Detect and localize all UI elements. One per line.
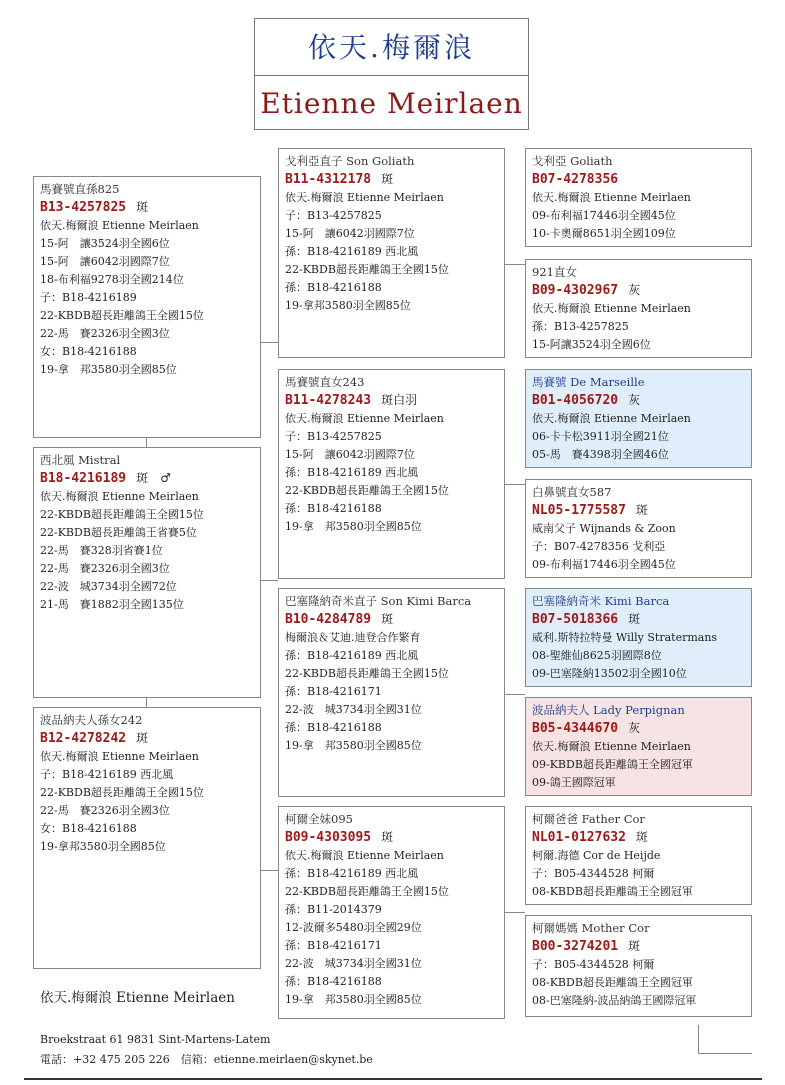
connector-line bbox=[505, 694, 525, 695]
feather-color: 斑白羽 bbox=[381, 393, 418, 407]
card-name: 巴塞隆納奇米 Kimi Barca bbox=[532, 594, 670, 608]
card-line: 12-波爾多5480羽全國29位 bbox=[285, 921, 422, 934]
card-line: 依天.梅爾浪 Etienne Meirlaen bbox=[532, 191, 691, 204]
ring-number: NL05-1775587 bbox=[532, 503, 626, 518]
card-line: 22-馬 賽2326羽全國3位 bbox=[40, 327, 170, 340]
card-line: 22-KBDB超長距離鴿王全國15位 bbox=[285, 263, 449, 276]
feather-color: 斑 bbox=[635, 830, 648, 844]
card-line: 孫：B18-4216188 bbox=[285, 281, 382, 294]
ring-number: NL01-0127632 bbox=[532, 830, 626, 845]
feather-color: 斑 bbox=[635, 503, 648, 517]
card-line: 09-KBDB超長距離鴿王全國冠軍 bbox=[532, 758, 693, 771]
card-line: 依天.梅爾浪 Etienne Meirlaen bbox=[40, 750, 199, 763]
card-line: 08-巴塞隆納-波品納鴿王國際冠軍 bbox=[532, 994, 697, 1007]
page-title-english: Etienne Meirlaen bbox=[260, 87, 523, 120]
card-line: 依天.梅爾浪 Etienne Meirlaen bbox=[285, 412, 444, 425]
card-line: 09-巴塞隆納13502羽全國10位 bbox=[532, 667, 687, 680]
card-line: 孫：B18-4216189 西北風 bbox=[285, 649, 419, 662]
card-line: 05-馬 賽4398羽全國46位 bbox=[532, 448, 669, 461]
feather-color: 灰 bbox=[628, 721, 641, 735]
card-line: 依天.梅爾浪 Etienne Meirlaen bbox=[532, 412, 691, 425]
ring-number: B07-5018366 bbox=[532, 612, 619, 627]
card-name: 柯爾全妹095 bbox=[285, 812, 353, 826]
card-name: 柯爾媽媽 Mother Cor bbox=[532, 921, 650, 935]
card-name: 921直女 bbox=[532, 265, 577, 279]
card-line: 19-拿 邦3580羽全國85位 bbox=[285, 993, 422, 1006]
pedigree-card-sire bbox=[33, 447, 261, 698]
card-line: 18-布利福9278羽全國214位 bbox=[40, 273, 184, 286]
ring-number: B12-4278242 bbox=[40, 731, 127, 746]
connector-line bbox=[260, 870, 278, 871]
card-name: 波品納夫人孫女242 bbox=[40, 713, 143, 727]
card-name: 馬賽號 De Marseille bbox=[532, 375, 645, 389]
card-line: 女：B18-4216188 bbox=[40, 822, 137, 835]
feather-color: 斑 bbox=[136, 731, 149, 745]
ring-number: B05-4344670 bbox=[532, 721, 619, 736]
card-line: 22-KBDB超長距離鴿王全國15位 bbox=[285, 484, 449, 497]
card-line: 09-布利福17446羽全國45位 bbox=[532, 558, 676, 571]
card-line: 孫：B18-4216188 bbox=[285, 975, 382, 988]
pedigree-card-ggsire-2 bbox=[525, 369, 752, 468]
ring-number: B07-4278356 bbox=[532, 172, 619, 187]
feather-color: 斑 bbox=[381, 612, 394, 626]
feather-color: 斑 bbox=[381, 830, 394, 844]
card-name: 馬賽號直女243 bbox=[285, 375, 365, 389]
card-line: 08-KBDB超長距離鴿王全國冠軍 bbox=[532, 976, 693, 989]
pedigree-card-ggsire-3 bbox=[525, 588, 752, 687]
connector-line bbox=[260, 580, 278, 581]
card-line: 22-波 城3734羽全國72位 bbox=[40, 580, 177, 593]
card-line: 孫：B11-2014379 bbox=[285, 903, 382, 916]
connector-line bbox=[698, 1053, 752, 1054]
card-line: 09-布利福17446羽全國45位 bbox=[532, 209, 676, 222]
card-line: 威利.斯特拉特曼 Willy Stratermans bbox=[532, 631, 718, 644]
title-box bbox=[254, 18, 529, 130]
card-line: 22-馬 賽2326羽全國3位 bbox=[40, 562, 170, 575]
card-line: 22-馬 賽328羽省賽1位 bbox=[40, 544, 163, 557]
connector-line bbox=[505, 912, 525, 913]
card-line: 09-鴿王國際冠軍 bbox=[532, 776, 616, 789]
feather-color: 灰 bbox=[628, 283, 641, 297]
card-line: 孫：B18-4216189 西北風 bbox=[285, 245, 419, 258]
address-text: Broekstraat 61 9831 Sint-Martens-Latem bbox=[40, 1033, 271, 1046]
card-line: 威南父子 Wijnands & Zoon bbox=[532, 522, 676, 535]
card-line: 22-KBDB超長距離鴿王省賽5位 bbox=[40, 526, 197, 539]
card-line: 孫：B13-4257825 bbox=[532, 320, 629, 333]
card-line: 孫：B18-4216171 bbox=[285, 685, 382, 698]
card-line: 15-阿 讓6042羽國際7位 bbox=[40, 255, 170, 268]
contact-text: 電話：+32 475 205 226 信箱：etienne.meirlaen@skynet.be bbox=[40, 1053, 373, 1066]
card-line: 依天.梅爾浪 Etienne Meirlaen bbox=[532, 302, 691, 315]
card-line: 子：B13-4257825 bbox=[285, 209, 382, 222]
pedigree-card-grandsire-paternal bbox=[278, 148, 505, 358]
feather-color: 斑 bbox=[628, 939, 641, 953]
card-line: 梅爾浪＆艾迪.迪登合作繁育 bbox=[285, 631, 421, 644]
card-line: 依天.梅爾浪 Etienne Meirlaen bbox=[40, 219, 199, 232]
pedigree-card-granddam-paternal bbox=[278, 369, 505, 579]
feather-color: 斑 bbox=[381, 172, 394, 186]
pedigree-card-ggsire-4 bbox=[525, 806, 752, 905]
card-line: 08-聖維仙8625羽國際8位 bbox=[532, 649, 662, 662]
feather-color: 斑 bbox=[136, 200, 149, 214]
card-line: 孫：B18-4216189 西北風 bbox=[285, 466, 419, 479]
ring-number: B09-4302967 bbox=[532, 283, 619, 298]
card-line: 15-阿 讓3524羽全國6位 bbox=[40, 237, 170, 250]
card-line: 22-馬 賽2326羽全國3位 bbox=[40, 804, 170, 817]
card-line: 依天.梅爾浪 Etienne Meirlaen bbox=[285, 849, 444, 862]
feather-color: 灰 bbox=[628, 393, 641, 407]
ring-number: B13-4257825 bbox=[40, 200, 127, 215]
card-line: 22-KBDB超長距離鴿王全國15位 bbox=[40, 309, 204, 322]
ring-number: B01-4056720 bbox=[532, 393, 619, 408]
card-line: 子：B13-4257825 bbox=[285, 430, 382, 443]
card-name: 柯爾爸爸 Father Cor bbox=[532, 812, 645, 826]
pedigree-card-ggdam-3 bbox=[525, 697, 752, 796]
page-title-chinese: 依天.梅爾浪 bbox=[255, 19, 528, 76]
card-line: 子：B05-4344528 柯爾 bbox=[532, 958, 655, 971]
card-line: 女：B18-4216188 bbox=[40, 345, 137, 358]
ring-number: B10-4284789 bbox=[285, 612, 372, 627]
connector-line bbox=[260, 342, 278, 343]
card-line: 孫：B18-4216188 bbox=[285, 721, 382, 734]
card-line: 孫：B18-4216188 bbox=[285, 502, 382, 515]
pedigree-card-grandsire-maternal bbox=[278, 588, 505, 797]
card-line: 21-馬 賽1882羽全國135位 bbox=[40, 598, 184, 611]
pedigree-card-ggdam-1 bbox=[525, 259, 752, 358]
card-name: 戈利亞 Goliath bbox=[532, 154, 613, 168]
footer-divider bbox=[24, 1078, 762, 1080]
card-line: 依天.梅爾浪 Etienne Meirlaen bbox=[40, 490, 199, 503]
card-line: 柯爾.海德 Cor de Heijde bbox=[532, 849, 661, 862]
card-line: 依天.梅爾浪 Etienne Meirlaen bbox=[285, 191, 444, 204]
card-line: 子：B05-4344528 柯爾 bbox=[532, 867, 655, 880]
card-line: 子：B07-4278356 戈利亞 bbox=[532, 540, 666, 553]
card-line: 子：B18-4216189 bbox=[40, 291, 137, 304]
card-line: 15-阿讓3524羽全國6位 bbox=[532, 338, 651, 351]
pedigree-card-ggdam-2 bbox=[525, 479, 752, 578]
ring-number: B11-4312178 bbox=[285, 172, 372, 187]
card-name: 白鼻號直女587 bbox=[532, 485, 612, 499]
owner-name: 依天.梅爾浪 Etienne Meirlaen bbox=[40, 990, 235, 1006]
ring-number: B09-4303095 bbox=[285, 830, 372, 845]
connector-line bbox=[698, 1025, 699, 1053]
pedigree-card-dam bbox=[33, 707, 261, 969]
card-line: 19-拿 邦3580羽全國85位 bbox=[285, 739, 422, 752]
ring-number: B11-4278243 bbox=[285, 393, 372, 408]
card-line: 15-阿 讓6042羽國際7位 bbox=[285, 227, 415, 240]
card-line: 22-KBDB超長距離鴿王全國15位 bbox=[40, 508, 204, 521]
card-line: 15-阿 讓6042羽國際7位 bbox=[285, 448, 415, 461]
feather-color: 斑 bbox=[628, 612, 641, 626]
card-line: 依天.梅爾浪 Etienne Meirlaen bbox=[532, 740, 691, 753]
card-line: 子：B18-4216189 西北風 bbox=[40, 768, 174, 781]
card-name: 西北風 Mistral bbox=[40, 453, 121, 467]
connector-line bbox=[146, 698, 147, 707]
card-name: 馬賽號直孫825 bbox=[40, 182, 120, 196]
card-line: 22-波 城3734羽全國31位 bbox=[285, 957, 422, 970]
card-name: 戈利亞直子 Son Goliath bbox=[285, 154, 415, 168]
card-line: 22-KBDB超長距離鴿王全國15位 bbox=[285, 885, 449, 898]
card-name: 巴塞隆納奇米直子 Son Kimi Barca bbox=[285, 594, 472, 608]
card-line: 08-KBDB超長距離鴿王全國冠軍 bbox=[532, 885, 693, 898]
card-line: 19-拿邦3580羽全國85位 bbox=[285, 299, 411, 312]
card-line: 孫：B18-4216171 bbox=[285, 939, 382, 952]
card-line: 19-拿 邦3580羽全國85位 bbox=[285, 520, 422, 533]
pedigree-card-granddam-maternal bbox=[278, 806, 505, 1019]
connector-line bbox=[146, 438, 147, 447]
pedigree-card-ggsire-1 bbox=[525, 148, 752, 247]
card-line: 22-KBDB超長距離鴿王全國15位 bbox=[285, 667, 449, 680]
card-line: 19-拿邦3580羽全國85位 bbox=[40, 840, 166, 853]
connector-line bbox=[505, 484, 525, 485]
card-line: 10-卡奧爾8651羽全國109位 bbox=[532, 227, 676, 240]
connector-line bbox=[505, 264, 525, 265]
pedigree-card-ggdam-4 bbox=[525, 915, 752, 1017]
pedigree-card-self bbox=[33, 176, 261, 438]
ring-number: B00-3274201 bbox=[532, 939, 619, 954]
card-name: 波品納夫人 Lady Perpignan bbox=[532, 703, 685, 717]
card-line: 19-拿 邦3580羽全國85位 bbox=[40, 363, 177, 376]
feather-color: 斑 ♂ bbox=[136, 471, 171, 485]
card-line: 06-卡卡松3911羽全國21位 bbox=[532, 430, 669, 443]
card-line: 孫：B18-4216189 西北風 bbox=[285, 867, 419, 880]
ring-number: B18-4216189 bbox=[40, 471, 127, 486]
card-line: 22-KBDB超長距離鴿王全國15位 bbox=[40, 786, 204, 799]
card-line: 22-波 城3734羽全國31位 bbox=[285, 703, 422, 716]
